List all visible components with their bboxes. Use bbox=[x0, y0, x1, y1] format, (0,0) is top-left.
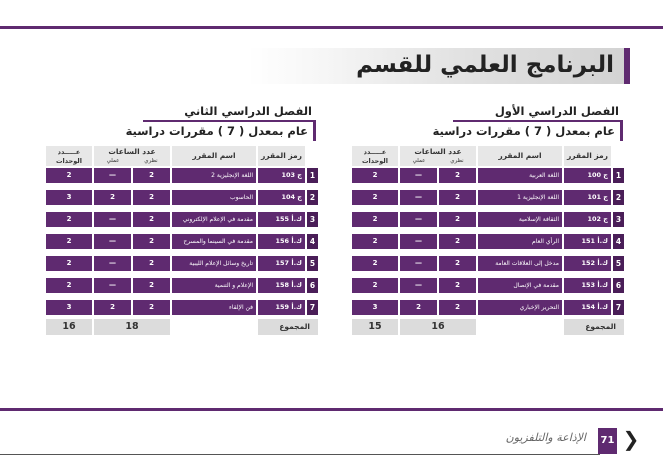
course-name: الحاسوب bbox=[172, 190, 256, 205]
theory-hours: 2 bbox=[133, 212, 170, 227]
column-header-hours bbox=[94, 146, 170, 166]
course-code: ج 100 bbox=[564, 168, 611, 183]
theory-hours: 2 bbox=[439, 234, 476, 249]
theory-hours: 2 bbox=[133, 190, 170, 205]
practical-hours: — bbox=[94, 168, 131, 183]
course-code: ج 101 bbox=[564, 190, 611, 205]
row-number: 2 bbox=[307, 190, 318, 205]
theory-hours: 2 bbox=[133, 256, 170, 271]
theory-hours: 2 bbox=[133, 234, 170, 249]
page-title: البرنامج العلمي للقسم bbox=[356, 52, 614, 78]
course-units: 2 bbox=[46, 256, 92, 271]
title-accent-bar bbox=[624, 48, 630, 84]
chevron-right-icon[interactable]: ❯ bbox=[622, 427, 640, 451]
column-header-theory: نظري bbox=[144, 158, 158, 164]
course-code: ك.أ 152 bbox=[564, 256, 611, 271]
table-row bbox=[46, 212, 318, 227]
column-header-practical: عملي bbox=[106, 158, 120, 164]
course-units: 2 bbox=[352, 234, 398, 249]
row-number: 5 bbox=[613, 256, 624, 271]
bottom-divider bbox=[0, 408, 663, 411]
table-row bbox=[46, 168, 318, 183]
semester-2-table bbox=[46, 146, 318, 332]
theory-hours: 2 bbox=[439, 256, 476, 271]
table-row bbox=[46, 300, 318, 315]
table-row bbox=[46, 256, 318, 271]
course-code: ك.أ 151 bbox=[564, 234, 611, 249]
table-row bbox=[352, 168, 624, 183]
course-code: ك.أ 159 bbox=[258, 300, 305, 315]
course-units: 2 bbox=[46, 212, 92, 227]
semester-subtitle: عام بمعدل ( 7 ) مقررات دراسية bbox=[143, 120, 316, 141]
table-row bbox=[352, 278, 624, 293]
course-name: الرأي العام bbox=[478, 234, 562, 249]
practical-hours: 2 bbox=[400, 300, 437, 315]
top-divider bbox=[0, 26, 663, 29]
practical-hours: — bbox=[400, 190, 437, 205]
practical-hours: — bbox=[94, 278, 131, 293]
theory-hours: 2 bbox=[439, 300, 476, 315]
column-header-hours bbox=[400, 146, 476, 166]
row-number: 6 bbox=[307, 278, 318, 293]
course-code: ك.أ 158 bbox=[258, 278, 305, 293]
course-units: 2 bbox=[352, 256, 398, 271]
row-number: 2 bbox=[613, 190, 624, 205]
course-units: 2 bbox=[46, 168, 92, 183]
course-code: ج 102 bbox=[564, 212, 611, 227]
course-name: اللغة الإنجليزية 2 bbox=[172, 168, 256, 183]
course-name: اللغة العربية bbox=[478, 168, 562, 183]
theory-hours: 2 bbox=[133, 300, 170, 315]
theory-hours: 2 bbox=[439, 190, 476, 205]
row-number: 1 bbox=[307, 168, 318, 183]
course-name: فن الإلقاء bbox=[172, 300, 256, 315]
total-units: 15 bbox=[352, 319, 398, 335]
column-header-theory: نظري bbox=[450, 158, 464, 164]
column-header-code: رمز المقرر bbox=[564, 146, 611, 166]
theory-hours: 2 bbox=[439, 278, 476, 293]
table-row bbox=[352, 256, 624, 271]
practical-hours: — bbox=[400, 234, 437, 249]
course-name: الثقافة الإسلامية bbox=[478, 212, 562, 227]
column-header-practical: عملي bbox=[412, 158, 426, 164]
course-units: 2 bbox=[352, 212, 398, 227]
practical-hours: — bbox=[400, 278, 437, 293]
practical-hours: — bbox=[400, 212, 437, 227]
course-units: 2 bbox=[352, 190, 398, 205]
hours-subheaders bbox=[400, 157, 476, 165]
practical-hours: 2 bbox=[94, 300, 131, 315]
semester-2-heading bbox=[46, 104, 316, 141]
total-label: المجموع bbox=[258, 319, 318, 335]
practical-hours: — bbox=[94, 256, 131, 271]
semester-subtitle: عام بمعدل ( 7 ) مقررات دراسية bbox=[453, 120, 623, 141]
column-header-units: عـــــدد الوحدات bbox=[352, 146, 398, 166]
table-row bbox=[352, 234, 624, 249]
row-number: 7 bbox=[613, 300, 624, 315]
column-header-units: عـــــدد الوحدات bbox=[46, 146, 92, 166]
semester-title: الفصل الدراسي الأول bbox=[494, 104, 619, 118]
footer-rule bbox=[0, 454, 600, 455]
total-units: 16 bbox=[46, 319, 92, 335]
semester-title: الفصل الدراسي الثاني bbox=[184, 104, 312, 118]
course-name: مقدمة في الإتصال bbox=[478, 278, 562, 293]
total-label: المجموع bbox=[564, 319, 624, 335]
column-header-code: رمز المقرر bbox=[258, 146, 305, 166]
course-name: مقدمة في السينما والمسرح bbox=[172, 234, 256, 249]
course-code: ج 103 bbox=[258, 168, 305, 183]
column-header-name: اسم المقرر bbox=[172, 146, 256, 166]
table-row bbox=[352, 300, 624, 315]
course-name: تاريخ وسائل الإعلام الليبية bbox=[172, 256, 256, 271]
practical-hours: — bbox=[400, 256, 437, 271]
course-units: 2 bbox=[352, 278, 398, 293]
hours-subheaders bbox=[94, 157, 170, 165]
semester-1-heading bbox=[353, 104, 623, 141]
practical-hours: 2 bbox=[94, 190, 131, 205]
row-number: 6 bbox=[613, 278, 624, 293]
total-hours: 16 bbox=[400, 319, 476, 335]
row-number: 1 bbox=[613, 168, 624, 183]
course-name: مدخل إلى العلاقات العامة bbox=[478, 256, 562, 271]
page-title-banner bbox=[248, 48, 630, 84]
theory-hours: 2 bbox=[439, 168, 476, 183]
footer-logo: الإذاعة والتلفزيون bbox=[505, 431, 586, 444]
row-number: 7 bbox=[307, 300, 318, 315]
hours-label: عدد الساعات bbox=[414, 147, 462, 156]
hours-label: عدد الساعات bbox=[108, 147, 156, 156]
course-units: 2 bbox=[46, 278, 92, 293]
row-number: 4 bbox=[307, 234, 318, 249]
course-code: ك.أ 156 bbox=[258, 234, 305, 249]
row-number: 3 bbox=[307, 212, 318, 227]
course-units: 3 bbox=[46, 190, 92, 205]
course-name: الإعلام و التنمية bbox=[172, 278, 256, 293]
table-row bbox=[46, 190, 318, 205]
course-code: ك.أ 153 bbox=[564, 278, 611, 293]
table-row bbox=[46, 278, 318, 293]
table-row bbox=[352, 212, 624, 227]
course-units: 2 bbox=[352, 168, 398, 183]
row-number: 3 bbox=[613, 212, 624, 227]
course-units: 2 bbox=[46, 234, 92, 249]
page-number: 71 bbox=[598, 428, 617, 454]
course-name: اللغة الإنجليزية 1 bbox=[478, 190, 562, 205]
practical-hours: — bbox=[400, 168, 437, 183]
table-row bbox=[46, 234, 318, 249]
column-header-name: اسم المقرر bbox=[478, 146, 562, 166]
theory-hours: 2 bbox=[133, 278, 170, 293]
theory-hours: 2 bbox=[133, 168, 170, 183]
practical-hours: — bbox=[94, 234, 131, 249]
theory-hours: 2 bbox=[439, 212, 476, 227]
table-row bbox=[352, 190, 624, 205]
course-code: ك.أ 154 bbox=[564, 300, 611, 315]
practical-hours: — bbox=[94, 212, 131, 227]
course-code: ج 104 bbox=[258, 190, 305, 205]
semester-1-table bbox=[352, 146, 624, 332]
course-name: مقدمة في الإعلام الإلكتروني bbox=[172, 212, 256, 227]
course-code: ك.أ 155 bbox=[258, 212, 305, 227]
course-name: التحرير الإخباري bbox=[478, 300, 562, 315]
total-hours: 18 bbox=[94, 319, 170, 335]
course-code: ك.أ 157 bbox=[258, 256, 305, 271]
course-units: 3 bbox=[352, 300, 398, 315]
row-number: 5 bbox=[307, 256, 318, 271]
course-units: 3 bbox=[46, 300, 92, 315]
row-number: 4 bbox=[613, 234, 624, 249]
